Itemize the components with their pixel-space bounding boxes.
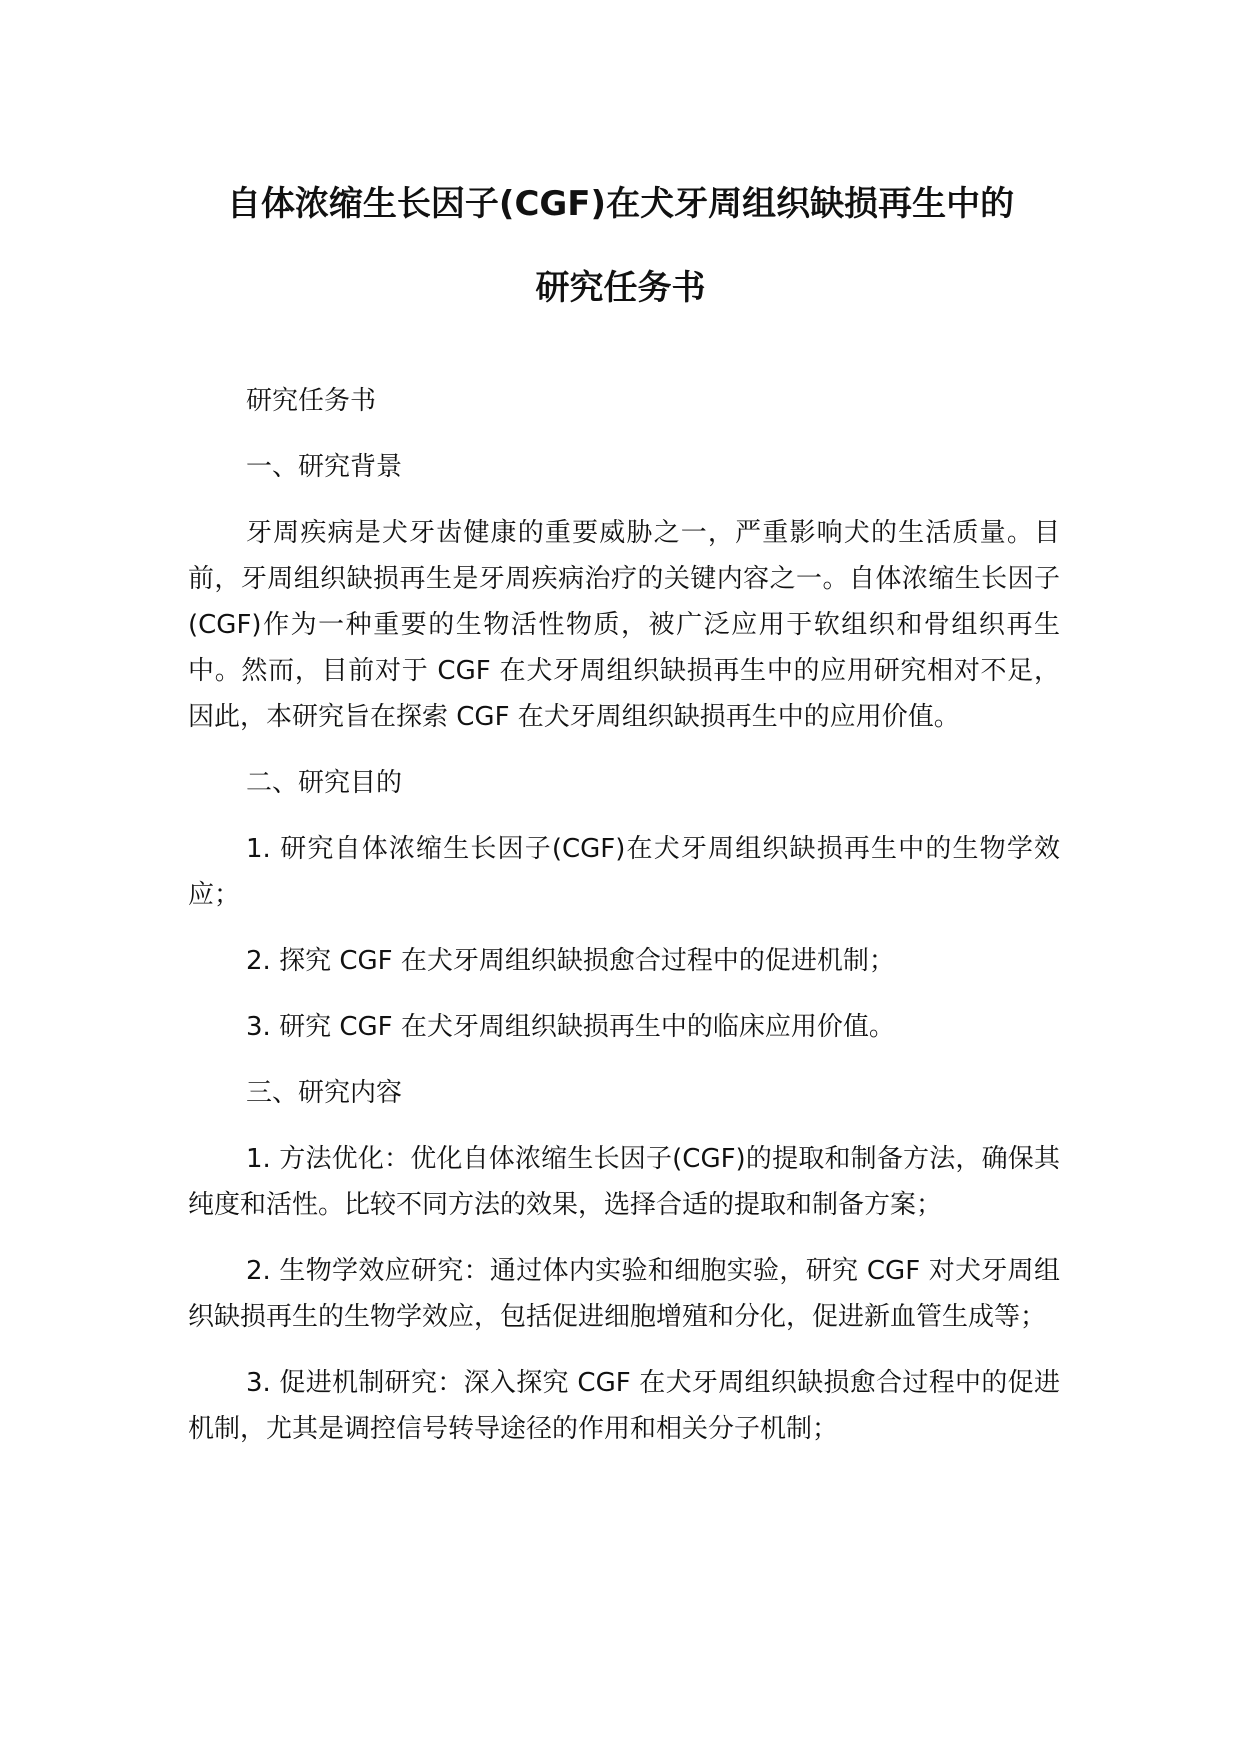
objective-item-3: 3. 研究 CGF 在犬牙周组织缺损再生中的临床应用价值。 bbox=[246, 1012, 895, 1042]
document-body bbox=[188, 378, 1060, 1472]
section-heading-content: 三、研究内容 bbox=[246, 1078, 403, 1108]
document-title-line-2: 研究任务书 bbox=[535, 268, 706, 308]
paragraph-background: 牙周疾病是犬牙齿健康的重要威胁之一，严重影响犬的生活质量。目前，牙周组织缺损再生是牙周疾病治疗的关键内容之一。自体浓缩生长因子(CGF)作为一种重要的生物活性物质，被广泛应用于软组织和骨组织再生中。然而，目前对于 CGF 在犬牙周组织缺损再生中的应用研究相对不足，因此，本研究旨在探索 CGF 在犬牙周组织缺损再生中的应用价值。 bbox=[188, 518, 1060, 732]
content-item-1: 1. 方法优化：优化自体浓缩生长因子(CGF)的提取和制备方法，确保其纯度和活性。比较不同方法的效果，选择合适的提取和制备方案； bbox=[188, 1144, 1060, 1220]
section-heading-objectives: 二、研究目的 bbox=[246, 768, 403, 798]
section-heading-background: 一、研究背景 bbox=[246, 452, 403, 482]
objective-item-2: 2. 探究 CGF 在犬牙周组织缺损愈合过程中的促进机制； bbox=[246, 946, 895, 976]
objective-item-1: 1. 研究自体浓缩生长因子(CGF)在犬牙周组织缺损再生中的生物学效应； bbox=[188, 834, 1060, 910]
content-item-3: 3. 促进机制研究：深入探究 CGF 在犬牙周组织缺损愈合过程中的促进机制，尤其是调控信号转导途径的作用和相关分子机制； bbox=[188, 1368, 1060, 1444]
document-title-line-1: 自体浓缩生长因子(CGF)在犬牙周组织缺损再生中的 bbox=[226, 184, 1015, 224]
content-item-2: 2. 生物学效应研究：通过体内实验和细胞实验，研究 CGF 对犬牙周组织缺损再生的生物学效应，包括促进细胞增殖和分化，促进新血管生成等； bbox=[188, 1256, 1060, 1332]
section-label-task-book: 研究任务书 bbox=[246, 386, 377, 416]
